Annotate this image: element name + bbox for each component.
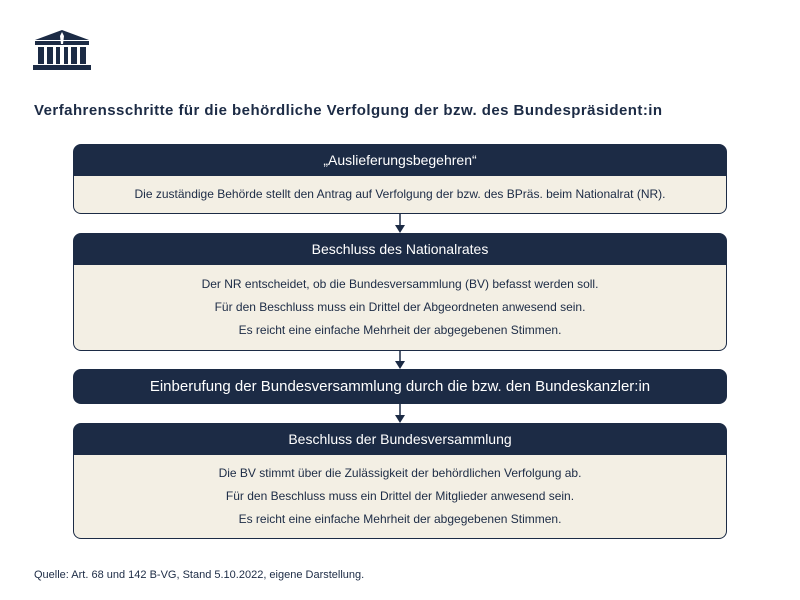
- arrow-down-icon: [392, 404, 408, 424]
- step-body: [73, 176, 727, 214]
- step-header: Beschluss des Nationalrates: [73, 233, 727, 265]
- step-text: Der NR entscheidet, ob die Bundesversammlung (BV) befasst werden soll.: [201, 277, 599, 291]
- arrow-down-icon: [392, 214, 408, 234]
- step-einberufung: [73, 369, 727, 404]
- parliament-logo-icon: [33, 28, 91, 70]
- step-text: Es reicht eine einfache Mehrheit der abgegebenen Stimmen.: [238, 323, 562, 337]
- step-text: Für den Beschluss muss ein Drittel der Mitglieder anwesend sein.: [225, 489, 575, 503]
- step-header: „Auslieferungsbegehren“: [73, 144, 727, 176]
- step-body: [73, 455, 727, 539]
- step-text: Für den Beschluss muss ein Drittel der Abgeordneten anwesend sein.: [214, 300, 586, 314]
- step-header: Einberufung der Bundesversammlung durch die bzw. den Bundeskanzler:in: [73, 369, 727, 404]
- step-body: [73, 265, 727, 351]
- step-beschluss-nationalrat: [73, 233, 727, 351]
- step-auslieferungsbegehren: [73, 144, 727, 214]
- source-note: Quelle: Art. 68 und 142 B-VG, Stand 5.10.2022, eigene Darstellung.: [34, 569, 365, 581]
- page-title: Verfahrensschritte für die behördliche Verfolgung der bzw. des Bundespräsident:in: [34, 102, 663, 119]
- arrow-down-icon: [392, 350, 408, 370]
- step-text: Die zuständige Behörde stellt den Antrag auf Verfolgung der bzw. des BPräs. beim Nationalrat (NR).: [134, 187, 666, 201]
- step-text: Es reicht eine einfache Mehrheit der abgegebenen Stimmen.: [238, 512, 562, 526]
- step-beschluss-bundesversammlung: [73, 423, 727, 539]
- step-header: Beschluss der Bundesversammlung: [73, 423, 727, 455]
- step-text: Die BV stimmt über die Zulässigkeit der behördlichen Verfolgung ab.: [218, 466, 582, 480]
